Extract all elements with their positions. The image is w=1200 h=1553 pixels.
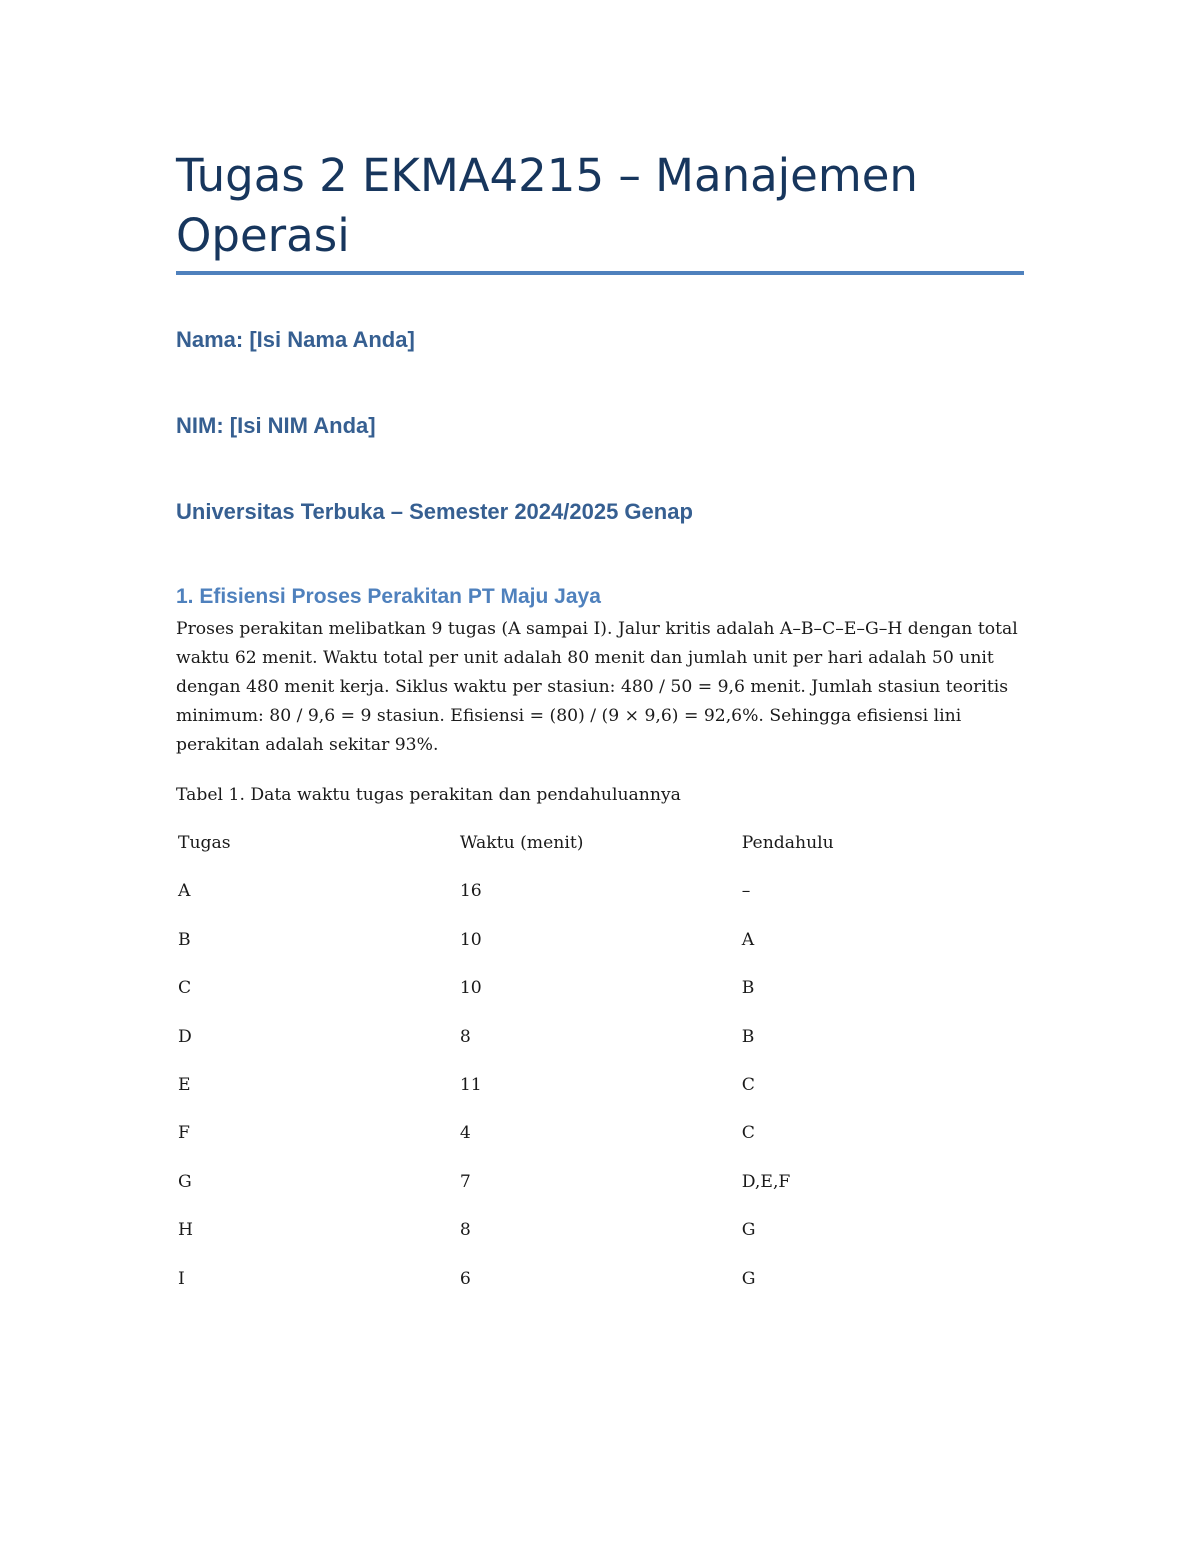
university-semester-line: Universitas Terbuka – Semester 2024/2025 Genap [176,499,693,524]
title-underline-rule [176,271,1024,275]
table-row [176,1168,1022,1216]
student-name-line: Nama: [Isi Nama Anda] [176,327,415,352]
cell-pendahulu: A [741,929,755,950]
cell-tugas: B [178,929,191,950]
cell-waktu: 7 [459,1171,471,1192]
cell-tugas: F [178,1123,190,1144]
cell-tugas: A [178,881,191,902]
table-row [176,1023,1022,1071]
cell-pendahulu: C [741,1123,755,1144]
cell-waktu: 4 [459,1123,471,1144]
header-tugas: Tugas [178,833,231,853]
cell-waktu: 11 [459,1074,482,1095]
document-title: Tugas 2 EKMA4215 – Manajemen Operasi [176,149,918,262]
cell-pendahulu: G [741,1220,756,1241]
student-nim-line: NIM: [Isi NIM Anda] [176,413,376,438]
cell-waktu: 10 [459,978,482,999]
header-waktu: Waktu (menit) [459,833,584,853]
cell-waktu: 10 [459,929,482,950]
cell-pendahulu: C [741,1074,755,1095]
cell-pendahulu: G [741,1268,756,1289]
cell-tugas: H [178,1220,193,1241]
cell-tugas: I [178,1268,185,1289]
cell-waktu: 8 [459,1220,471,1241]
cell-waktu: 8 [459,1026,471,1047]
cell-tugas: G [178,1171,192,1192]
table-1-caption: Tabel 1. Data waktu tugas perakitan dan pendahuluannya [176,785,681,805]
task-time-table [176,829,1022,1313]
cell-waktu: 16 [459,881,482,902]
table-row [176,1265,1022,1313]
cell-pendahulu: D,E,F [741,1171,791,1192]
table-row [176,926,1022,974]
table-row [176,1071,1022,1119]
section-1-heading: 1. Efisiensi Proses Perakitan PT Maju Jaya [176,585,601,608]
cell-tugas: C [178,978,192,999]
section-1-paragraph: Proses perakitan melibatkan 9 tugas (A sampai I). Jalur kritis adalah A–B–C–E–G–H dengan total waktu 62 menit. Waktu total per unit adalah 80 menit dan jumlah unit per hari adalah 50 unit dengan 480 menit kerja. Siklus waktu per stasiun: 480 / 50 = 9,6 menit. Jumlah stasiun teoritis minimum: 80 / 9,6 = 9 stasiun. Efisiensi = (80) / (9 × 9,6) = 92,6%. Sehingga efisiensi lini perakitan adalah sekitar 93%. [176,619,1018,755]
table-row [176,974,1022,1022]
header-pendahulu: Pendahulu [741,833,834,853]
cell-waktu: 6 [459,1268,471,1289]
table-row [176,1119,1022,1167]
table-row [176,877,1022,925]
table-row [176,1216,1022,1264]
cell-pendahulu: B [741,1026,755,1047]
cell-tugas: D [178,1026,192,1047]
cell-pendahulu: – [741,881,751,902]
table-header-row [176,829,1022,877]
cell-pendahulu: B [741,978,755,999]
cell-tugas: E [178,1074,191,1095]
